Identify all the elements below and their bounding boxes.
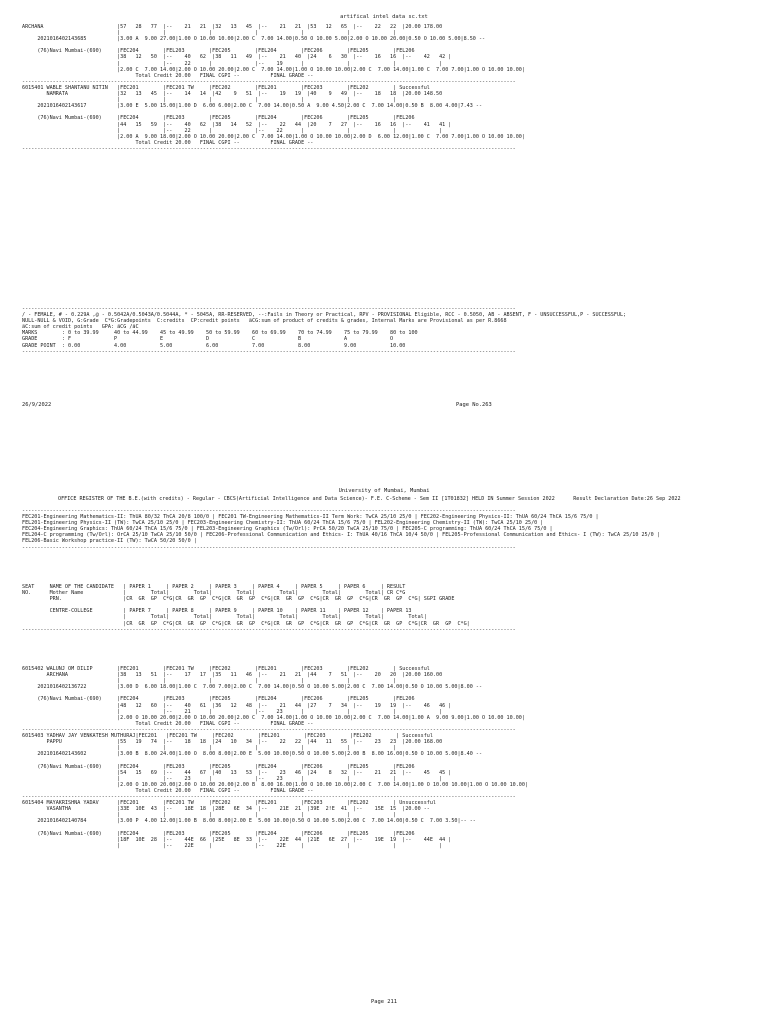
office-register-heading: OFFICE REGISTER OF THE B.E.(with credits) - Regular - CBCS(Artificial Intelligence and Data Science)- F.E. C-Scheme - Sem II [1T01832] HELD IN Summer Session 2022 Result Declaration Date:26 Sep 2022 bbox=[58, 496, 681, 502]
records-section-a bbox=[22, 24, 525, 152]
bottom-page-number: Page 211 bbox=[371, 999, 397, 1005]
column-header-section bbox=[22, 584, 516, 633]
subjects-text: ----------------------------------------------------------------------------------------------------------------------------------------------------------------- FEC201-Engineering Mathematics-II: ThUA 80/32 ThCA 20/8 100/0 | FEC201 TW-Engineering Mathematics-II Term Work: TwCA 25/10 25/0 | FEC202-Engineering Physics-II: ThUA 60/24 ThCA 15/6 75/0 | FEL201-Engineering Physics-II (TW): TwCA 25/10 25/0 | FEC203-Engineering Chemistry-II: ThUA 60/24 ThCA 15/6 75/0 | FEL202-Engineering Chemistry-II (TW): TwCA 25/10 25/0 | FEC204-Engineering Graphics: ThUA 60/24 ThCA 15/6 75/0 | FEL203-Engineering Graphics (Tw/Orl): PrCA 50/20 TwCA 25/10 75/0 | FEC205-C programming: ThUA 60/24 ThCA 15/6 75/0 | FEL204-C programming (Tw/Orl): OrCA 25/10 TwCA 25/10 50/0 | FEC206-Professional Communication and Ethics- I: ThUA 40/16 ThCA 10/4 50/0 | FEL205-Professional Communication and Ethics- I (TW): TwCA 25/10 25/0 | FEL206-Basic Workshop practice-II (TW): TwCA 50/20 50/0 | ----------------------------------------------------------------------------------------------------------------------------------------------------------------- bbox=[22, 508, 660, 551]
column-header-text: SEAT NAME OF THE CANDIDATE | PAPER 1 | PAPER 2 | PAPER 3 | PAPER 4 | PAPER 5 | PAPER 6 | RESULT NO. Mother Name | Total| Total| Total| Total| Total| Total| CR C*G PRN. |CR GR GP C*G|CR GR GP C*G|CR GR GP C*G|CR GR GP C*G|CR GR GP C*G|CR GR GP C*G| SGPI GRADE CENTRE-COLLEGE | PAPER 7 | PAPER 8 | PAPER 9 | PAPER 10 | PAPER 11 | PAPER 12 | PAPER 13 | Total| Total| Total| Total| Total| Total| Total| |CR GR GP C*G|CR GR GP C*G|CR GR GP C*G|CR GR GP C*G|CR GR GP C*G|CR GR GP C*G|CR GR GP C*G| ----------------------------------------------------------------------------------------------------------------------------------------------------------------- bbox=[22, 584, 516, 633]
footer-date: 26/9/2022 bbox=[22, 402, 52, 408]
legend-section bbox=[22, 306, 626, 355]
records-text-a: ARCHANA |57 28 77 |-- 21 21 |32 13 45 |-- 21 21 |53 12 65 |-- 22 22 |20.00 178.00 | | | | | | | 2021016402143685 |3.00 A 9.00 27.00|1.00 O 10.00 10.00|2.00 C 7.00 14.00|0.50 O 10.00 5.00|2.00 O 10.00 20.00|0.50 O 10.00 5.00|8.50 -- (76)Navi Mumbai-(690) |FEC204 |FEL203 |FEC205 |FEL204 |FEC206 |FEL205 |FEL206 |38 12 50 |-- 40 62 |38 11 49 |-- 21 40 |24 6 30 |-- 16 16 |-- 42 42 | | |-- 22 | |-- 19 | | | | |2.00 C 7.00 14.00|2.00 O 10.00 20.00|2.00 C 7.00 14.00|1.00 O 10.00 10.00|2.00 C 7.00 14.00|1.00 C 7.00 7.00|1.00 O 10.00 10.00| Total Credit 20.00 FINAL CGPI -- FINAL GRADE -- ----------------------------------------------------------------------------------------------------------------------------------------------------------------- 6015401 WABLE SHANTANU NITIN |FEC201 |FEC201 TW |FEC202 |FEL201 |FEC203 |FEL202 | Successful NAMRATA |32 13 45 |-- 14 14 |42 9 51 |-- 19 19 |40 9 49 |-- 18 18 |20.00 148.50 | | | | | | | 2021016402143617 |3.00 E 5.00 15.00|1.00 D 6.00 6.00|2.00 C 7.00 14.00|0.50 A 9.00 4.50|2.00 C 7.00 14.00|0.50 B 8.00 4.00|7.43 -- (76)Navi Mumbai-(690) |FEC204 |FEL203 |FEC205 |FEL204 |FEC206 |FEL205 |FEL206 |44 15 59 |-- 40 62 |38 14 52 |-- 22 44 |20 7 27 |-- 16 16 |-- 41 41 | | |-- 22 | |-- 22 | | | | |2.00 A 9.00 18.00|2.00 O 10.00 20.00|2.00 C 7.00 14.00|1.00 O 10.00 10.00|2.00 D 6.00 12.00|1.00 C 7.00 7.00|1.00 O 10.00 10.00| Total Credit 20.00 FINAL CGPI -- FINAL GRADE -- ----------------------------------------------------------------------------------------------------------------------------------------------------------------- bbox=[22, 24, 525, 152]
records-text-b: 6015402 WALUNJ OM DILIP |FEC201 |FEC201 TW |FEC202 |FEL201 |FEC203 |FEL202 | Successful ARCHANA |38 13 51 |-- 17 17 |35 11 46 |-- 21 21 |44 7 51 |-- 20 20 |20.00 160.00 | | | | | | | 2021016402136722 |3.00 D 6.00 18.00|1.00 C 7.00 7.00|2.00 C 7.00 14.00|0.50 O 10.00 5.00|2.00 C 7.00 14.00|0.50 O 10.00 5.00|8.00 -- (76)Navi Mumbai-(690) |FEC204 |FEL203 |FEC205 |FEL204 |FEC206 |FEL205 |FEL206 |48 12 60 |-- 40 61 |36 12 48 |-- 21 44 |27 7 34 |-- 19 19 |-- 46 46 | | |-- 21 | |-- 23 | | | | |2.00 O 10.00 20.00|2.00 O 10.00 20.00|2.00 C 7.00 14.00|1.00 O 10.00 10.00|2.00 C 7.00 14.00|1.00 A 9.00 9.00|1.00 O 10.00 10.00| Total Credit 20.00 FINAL CGPI -- FINAL GRADE -- ----------------------------------------------------------------------------------------------------------------------------------------------------------------- 6015403 YADHAV JAY VENKATESH MUTHURAJ|FEC201 |FEC201 TW |FEC202 |FEL201 |FEC203 |FEL202 | Successful PAPPU |55 19 74 |-- 18 18 |24 10 34 |-- 22 22 |44 11 55 |-- 23 23 |20.00 168.00 | | | | | | | 2021016402143602 |3.00 B 8.00 24.00|1.00 O 8.00 8.00|2.00 E 5.00 10.00|0.50 O 10.00 5.00|2.00 B 8.00 16.00|0.50 O 10.00 5.00|8.40 -- (76)Navi Mumbai-(690) |FEC204 |FEL203 |FEC205 |FEL204 |FEC206 |FEL205 |FEL206 |54 15 69 |-- 44 67 |40 13 53 |-- 23 46 |24 8 32 |-- 21 21 |-- 45 45 | | |-- 23 | |-- 23 | | | | |2.00 O 10.00 20.00|2.00 O 10.00 20.00|2.00 B 8.00 16.00|1.00 O 10.00 10.00|2.00 C 7.00 14.00|1.00 O 10.00 10.00|1.00 O 10.00 10.00| Total Credit 20.00 FINAL CGPI -- FINAL GRADE -- ----------------------------------------------------------------------------------------------------------------------------------------------------------------- 6015404 MAYAKRISHNA YADAV |FEC201 |FEC201 TW |FEC202 |FEL201 |FEC203 |FEL202 | Unsuccessful VASANTHA |33E 10E 43 |-- 18E 18 |28E 6E 34 |-- 21E 21 |39E 2!E 41 |-- 15E 15 |20.00 -- | | | | | | | 2021016402140784 |3.00 P 4.00 12.00|1.00 B 8.00 8.00|2.00 E 5.00 10.00|0.50 O 10.00 5.00|2.00 C 7.00 14.00|0.50 C 7.00 3.50|-- -- (76)Navi Mumbai-(690) |FEC204 |FEL203 |FEC205 |FEL204 |FEC206 |FEL205 |FEL206 |18F 10E 28 |-- 44E 66 |25E 8E 33 |-- 22E 44 |21E 6E 27 |-- 19E 19 |-- 44E 44 | | |-- 22E | |-- 22E | | | | bbox=[22, 666, 529, 849]
footer-page-number: Page No.263 bbox=[456, 402, 492, 408]
file-title: artifical intel data sc.txt bbox=[340, 14, 428, 20]
records-section-b bbox=[22, 666, 528, 849]
subjects-section bbox=[22, 508, 660, 551]
university-name: University of Mumbai, Mumbai bbox=[338, 488, 430, 494]
legend-text: ----------------------------------------------------------------------------------------------------------------------------------------------------------------- / - FEMALE, # - 0.229A ,@ - 0.5042A/0.5043A/0.5044A, * - 5045A, RR-RESERVED, --:Fails in Theory or Practical, RPV - PROVISIONAL Eligible, RCC - 0.5050, AB - ABSENT, F - UNSUCCESSFUL,P - SUCCESSFUL; NULL-NULL & VOID, G:Grade C*G:Gradepoints C:credits CP:credit points äCG:sum of product of credits & grades, Internal Marks are Provisional as per R.8668 äC:sum of credit points GPA: äCG /äC MARKS : 0 to 39.99 40 to 44.99 45 to 49.99 50 to 59.99 60 to 69.99 70 to 74.99 75 to 79.99 80 to 100 GRADE : F P E D C B A O GRADE POINT : 0.00 4.00 5.00 6.00 7.00 8.00 9.00 10.00 ----------------------------------------------------------------------------------------------------------------------------------------------------------------- bbox=[22, 306, 627, 355]
